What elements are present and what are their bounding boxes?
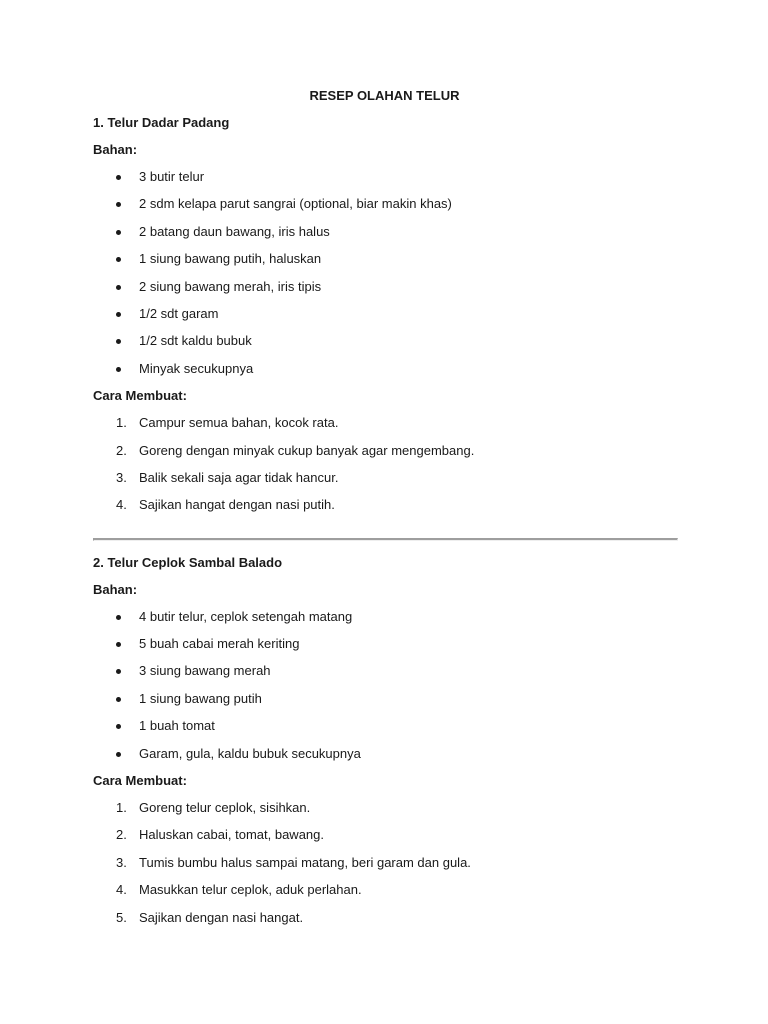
bullet-icon — [116, 312, 121, 317]
bullet-icon — [116, 257, 121, 262]
ingredient-item — [93, 607, 676, 627]
bullet-icon — [116, 367, 121, 372]
ingredients-list — [93, 167, 676, 379]
ingredient-text: 1 siung bawang putih — [139, 690, 262, 706]
ingredient-text: Garam, gula, kaldu bubuk secukupnya — [139, 745, 361, 761]
bullet-icon — [116, 175, 121, 180]
ingredient-text: 3 butir telur — [139, 169, 205, 184]
bullet-icon — [116, 339, 121, 344]
step-text: Tumis bumbu halus sampai matang, beri garam dan gula. — [139, 854, 471, 870]
step-item — [93, 853, 676, 873]
step-number: 3. — [116, 469, 127, 485]
bullet-icon — [116, 285, 121, 290]
ingredient-text: 1/2 sdt garam — [139, 305, 219, 321]
recipe-section-telur-dadar-padang — [93, 113, 676, 516]
bullet-icon — [116, 230, 121, 235]
step-item — [93, 441, 676, 461]
ingredient-item — [93, 634, 676, 654]
step-number: 2. — [116, 827, 127, 843]
ingredient-text: 2 siung bawang merah, iris tipis — [139, 278, 322, 294]
step-text: Goreng telur ceplok, sisihkan. — [139, 800, 311, 816]
step-number: 1. — [116, 800, 127, 816]
ingredient-item — [93, 222, 676, 242]
recipe-heading: 2. Telur Ceplok Sambal Balado — [93, 554, 283, 570]
step-text: Masukkan telur ceplok, aduk perlahan. — [139, 882, 362, 898]
bullet-icon — [116, 724, 121, 729]
step-item — [93, 495, 676, 515]
ingredient-text: 3 siung bawang merah — [139, 663, 271, 679]
ingredient-item — [93, 716, 676, 736]
bullet-icon — [116, 752, 121, 757]
step-number: 4. — [116, 882, 127, 898]
ingredient-text: 2 sdm kelapa parut sangrai (optional, biar makin khas) — [139, 196, 452, 212]
step-text: Goreng dengan minyak cukup banyak agar mengembang. — [139, 442, 475, 458]
bullet-icon — [116, 202, 121, 207]
ingredient-item — [93, 249, 676, 269]
recipe-heading: 1. Telur Dadar Padang — [93, 115, 230, 130]
ingredient-item — [93, 277, 676, 297]
ingredients-label: Bahan: — [93, 142, 138, 157]
step-text: Balik sekali saja agar tidak hancur. — [139, 469, 339, 485]
step-number: 3. — [116, 854, 127, 870]
document-title: RESEP OLAHAN TELUR — [309, 88, 460, 103]
ingredients-list — [93, 607, 676, 764]
ingredient-text: 2 batang daun bawang, iris halus — [139, 223, 330, 239]
ingredient-text: 1/2 sdt kaldu bubuk — [139, 333, 252, 349]
ingredient-item — [93, 359, 676, 379]
steps-list — [93, 413, 676, 516]
bullet-icon — [116, 615, 121, 620]
bullet-icon — [116, 669, 121, 674]
step-item — [93, 880, 676, 900]
recipe-section-telur-ceplok-sambal-balado — [93, 553, 676, 928]
ingredient-text: 1 siung bawang putih, haluskan — [139, 251, 322, 267]
step-item — [93, 798, 676, 818]
ingredient-item — [93, 167, 676, 187]
ingredient-item — [93, 194, 676, 214]
ingredient-item — [93, 661, 676, 681]
ingredient-text: 4 butir telur, ceplok setengah matang — [139, 608, 353, 624]
steps-label: Cara Membuat: — [93, 773, 187, 789]
steps-label: Cara Membuat: — [93, 388, 187, 404]
document-body — [93, 86, 676, 928]
ingredients-label: Bahan: — [93, 581, 138, 597]
step-text: Haluskan cabai, tomat, bawang. — [139, 827, 324, 843]
bullet-icon — [116, 697, 121, 702]
ingredient-item — [93, 304, 676, 324]
step-number: 2. — [116, 442, 127, 458]
ingredient-text: 1 buah tomat — [139, 718, 215, 734]
step-text: Sajikan hangat dengan nasi putih. — [139, 497, 335, 513]
ingredient-item — [93, 744, 676, 764]
step-item — [93, 468, 676, 488]
step-item — [93, 825, 676, 845]
steps-list — [93, 798, 676, 928]
step-item — [93, 908, 676, 928]
step-number: 5. — [116, 909, 127, 925]
ingredient-item — [93, 331, 676, 351]
step-item — [93, 413, 676, 433]
ingredient-item — [93, 689, 676, 709]
step-text: Sajikan dengan nasi hangat. — [139, 909, 304, 925]
step-number: 1. — [116, 415, 127, 431]
section-divider — [93, 538, 678, 541]
ingredient-text: Minyak secukupnya — [139, 360, 254, 376]
step-number: 4. — [116, 497, 127, 513]
bullet-icon — [116, 642, 121, 647]
step-text: Campur semua bahan, kocok rata. — [139, 415, 339, 431]
ingredient-text: 5 buah cabai merah keriting — [139, 636, 300, 652]
